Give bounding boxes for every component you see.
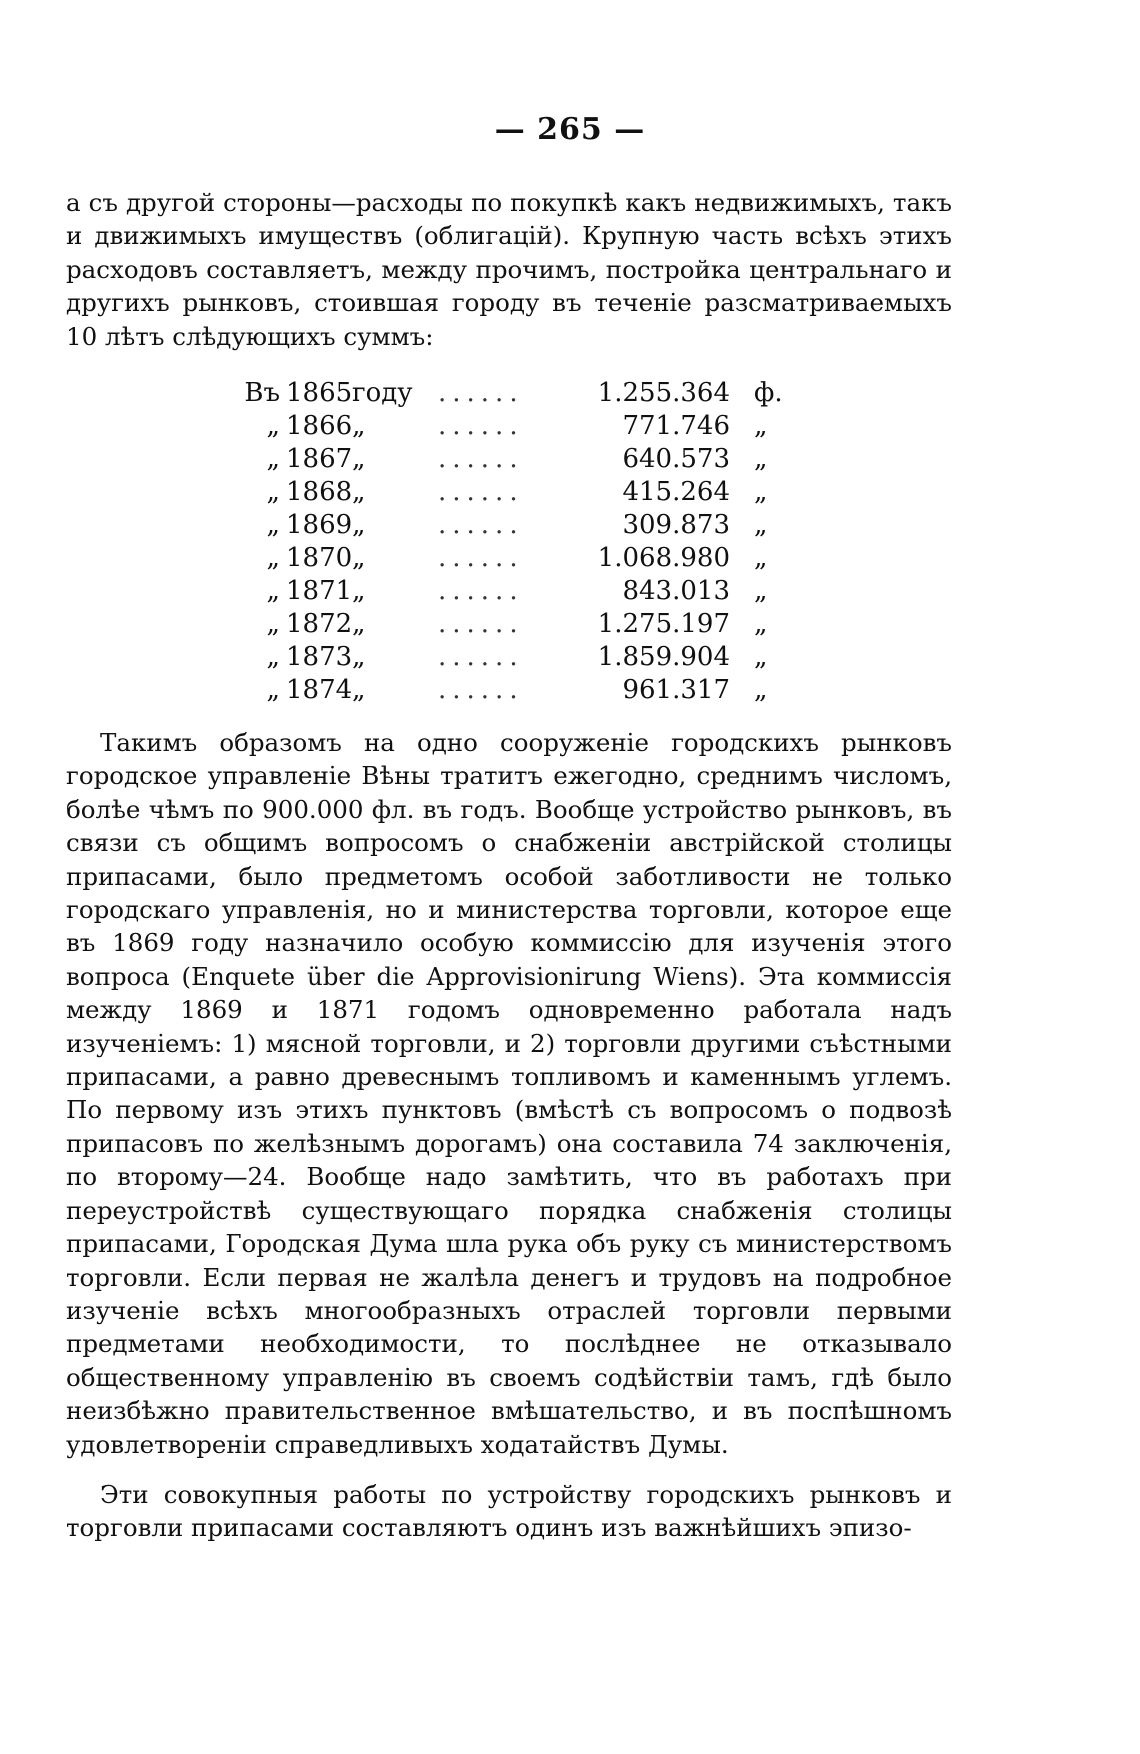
row-dots: ...... [438,477,524,507]
row-word: „ [352,543,366,573]
row-amount: 1.859.904 [597,642,730,672]
row-year: 1872 [286,609,353,639]
row-year: 1870 [286,543,353,573]
paragraph-conclusion: Эти совокупныя работы по устройству городскихъ рынковъ и торговли припасами составляютъ одинъ изъ важнѣйшихъ эпизо- [66,1480,952,1543]
row-dots: ...... [438,642,524,672]
row-prefix: „ [266,510,280,540]
row-prefix: „ [266,543,280,573]
row-year: 1874 [286,675,353,705]
row-amount: 640.573 [622,444,730,474]
row-word: году [352,378,413,408]
row-word: „ [352,444,366,474]
row-unit: „ [754,411,768,441]
row-unit: „ [754,576,768,606]
row-year: 1869 [286,510,353,540]
row-amount: 843.013 [622,576,730,606]
row-word: „ [352,510,366,540]
row-amount: 961.317 [622,675,730,705]
row-dots: ...... [438,675,524,705]
row-dots: ...... [438,510,524,540]
row-year: 1871 [286,576,353,606]
row-year: 1865 [286,378,353,408]
table-row [0,543,1140,576]
table-row [0,675,1140,708]
page-number: — 265 — [494,112,646,147]
row-prefix: „ [266,444,280,474]
paragraph-intro: а съ другой стороны—расходы по покупкѣ какъ недвижимыхъ, такъ и движимыхъ имуществъ (облигацій). Крупную часть всѣхъ этихъ расходовъ составляетъ, между прочимъ, постройка центральнаго и другихъ рынковъ, стоившая городу въ теченіе разсматриваемыхъ 10 лѣтъ слѣдующихъ суммъ: [66,188,952,351]
row-dots: ...... [438,609,524,639]
row-dots: ...... [438,411,524,441]
row-unit: ф. [754,378,783,408]
row-year: 1866 [286,411,353,441]
row-amount: 309.873 [622,510,730,540]
table-row [0,477,1140,510]
row-year: 1868 [286,477,353,507]
row-unit: „ [754,510,768,540]
table-row [0,609,1140,642]
table-row [0,510,1140,543]
row-prefix: „ [266,576,280,606]
row-amount: 1.068.980 [597,543,730,573]
row-dots: ...... [438,543,524,573]
row-year: 1873 [286,642,353,672]
row-amount: 1.275.197 [597,609,730,639]
table-row [0,576,1140,609]
row-word: „ [352,609,366,639]
row-unit: „ [754,444,768,474]
paragraph-markets: Такимъ образомъ на одно сооруженіе городскихъ рынковъ городское управленіе Вѣны тратитъ ежегодно, среднимъ числомъ, болѣе чѣмъ по 900.000 фл. въ годъ. Вообще устройство рынковъ, въ связи съ общимъ вопросомъ о снабженіи австрійской столицы припасами, было предметомъ особой заботливости не только городскаго управленія, но и министерства торговли, которое еще въ 1869 году назначило особую коммиссію для изученія этого вопроса (Enquete über die Approvisionirung Wiens). Эта коммиссія между 1869 и 1871 годомъ одновременно работала надъ изученіемъ: 1) мясной торговли, и 2) торговли другими съѣстными припасами, а равно древеснымъ топливомъ и каменнымъ углемъ. По первому изъ этихъ пунктовъ (вмѣстѣ съ вопросомъ о подвозѣ припасовъ по желѣзнымъ дорогамъ) она составила 74 заключенія, по второму—24. Вообще надо замѣтить, что въ работахъ при переустройствѣ существующаго порядка снабженія столицы припасами, Городская Дума шла рука объ руку съ министерствомъ торговли. Если первая не жалѣла денегъ и трудовъ на подробное изученіе всѣхъ многообразныхъ отраслей торговли первыми предметами необходимости, то послѣднее не отказывало общественному управленію въ своемъ содѣйствіи тамъ, гдѣ было неизбѣжно правительственное вмѣшательство, и въ поспѣшномъ удовлетвореніи справедливыхъ ходатайствъ Думы. [66,728,952,1459]
row-word: „ [352,576,366,606]
row-amount: 1.255.364 [597,378,730,408]
row-prefix: „ [266,609,280,639]
row-dots: ...... [438,378,524,408]
row-unit: „ [754,477,768,507]
row-word: „ [352,642,366,672]
row-dots: ...... [438,576,524,606]
row-unit: „ [754,543,768,573]
table-row [0,411,1140,444]
row-unit: „ [754,609,768,639]
row-unit: „ [754,642,768,672]
table-row [0,642,1140,675]
row-prefix: „ [266,675,280,705]
row-prefix: „ [266,477,280,507]
row-word: „ [352,411,366,441]
row-amount: 415.264 [622,477,730,507]
row-dots: ...... [438,444,524,474]
row-amount: 771.746 [622,411,730,441]
row-unit: „ [754,675,768,705]
row-year: 1867 [286,444,353,474]
row-word: „ [352,675,366,705]
table-row [0,378,1140,411]
row-prefix: „ [266,411,280,441]
row-prefix: „ [266,642,280,672]
row-prefix: Въ [244,378,280,408]
table-row [0,444,1140,477]
row-word: „ [352,477,366,507]
